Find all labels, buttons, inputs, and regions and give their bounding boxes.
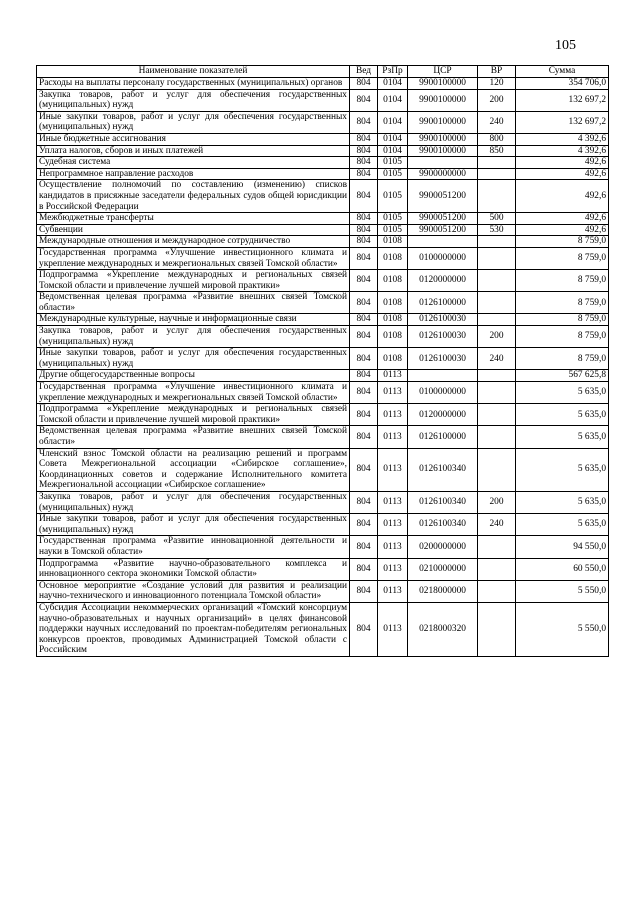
- table-row: [37, 426, 609, 448]
- row-sum-cell: 567 625,8: [516, 370, 609, 382]
- table-row: [37, 491, 609, 513]
- row-csr-cell: 0126100000: [408, 292, 478, 314]
- row-csr-cell: 0126100000: [408, 426, 478, 448]
- row-name-cell: Подпрограмма «Укрепление международных и региональных связей Томской области и привлечение лучшей мировой практики»: [37, 404, 350, 426]
- row-name-cell: Ведомственная целевая программа «Развитие внешних связей Томской области»: [37, 426, 350, 448]
- table-row: [37, 157, 609, 169]
- header-csr: ЦСР: [408, 66, 478, 78]
- table-row: [37, 89, 609, 111]
- row-sum-cell: 5 550,0: [516, 580, 609, 602]
- row-vr-cell: [478, 168, 516, 180]
- row-ved-cell: 804: [350, 580, 378, 602]
- header-vr: ВР: [478, 66, 516, 78]
- row-vr-cell: 240: [478, 348, 516, 370]
- row-name-cell: Иные закупки товаров, работ и услуг для обеспечения государственных (муниципальных) нужд: [37, 111, 350, 133]
- row-csr-cell: 9900100000: [408, 111, 478, 133]
- row-vr-cell: [478, 314, 516, 326]
- table-row: [37, 236, 609, 248]
- row-vr-cell: [478, 157, 516, 169]
- budget-table: [36, 65, 609, 657]
- row-vr-cell: [478, 426, 516, 448]
- table-row: [37, 111, 609, 133]
- row-vr-cell: 200: [478, 491, 516, 513]
- row-name-cell: Непрограммное направление расходов: [37, 168, 350, 180]
- row-rzpr-cell: 0113: [378, 602, 408, 656]
- row-vr-cell: [478, 448, 516, 491]
- table-row: [37, 145, 609, 157]
- table-row: [37, 602, 609, 656]
- row-name-cell: Международные культурные, научные и информационные связи: [37, 314, 350, 326]
- row-name-cell: Государственная программа «Развитие инновационной деятельности и науки в Томской области»: [37, 536, 350, 558]
- row-name-cell: Подпрограмма «Развитие научно-образовательного комплекса и инновационного сектора экономики Томской области»: [37, 558, 350, 580]
- row-rzpr-cell: 0113: [378, 558, 408, 580]
- header-name: Наименование показателей: [37, 66, 350, 78]
- header-ved: Вед: [350, 66, 378, 78]
- row-rzpr-cell: 0108: [378, 247, 408, 269]
- row-name-cell: Другие общегосударственные вопросы: [37, 370, 350, 382]
- row-ved-cell: 804: [350, 314, 378, 326]
- row-rzpr-cell: 0113: [378, 448, 408, 491]
- row-sum-cell: 5 635,0: [516, 491, 609, 513]
- row-vr-cell: [478, 247, 516, 269]
- row-vr-cell: 800: [478, 133, 516, 145]
- row-ved-cell: 804: [350, 133, 378, 145]
- row-name-cell: Членский взнос Томской области на реализацию решений и программ Совета Межрегиональной ассоциации «Сибирское соглашение», Координационных советов и содержание Исполнительного комитета Межрегиональной ассоциации «Сибирское соглашение»: [37, 448, 350, 491]
- row-rzpr-cell: 0113: [378, 404, 408, 426]
- table-row: [37, 326, 609, 348]
- header-rzpr: РзПр: [378, 66, 408, 78]
- row-ved-cell: 804: [350, 270, 378, 292]
- row-ved-cell: 804: [350, 78, 378, 90]
- row-vr-cell: 850: [478, 145, 516, 157]
- row-ved-cell: 804: [350, 602, 378, 656]
- row-sum-cell: 492,6: [516, 157, 609, 169]
- row-csr-cell: 0126100340: [408, 448, 478, 491]
- row-vr-cell: [478, 558, 516, 580]
- row-name-cell: Уплата налогов, сборов и иных платежей: [37, 145, 350, 157]
- row-csr-cell: 0218000000: [408, 580, 478, 602]
- row-rzpr-cell: 0104: [378, 78, 408, 90]
- table-row: [37, 180, 609, 213]
- table-row: [37, 78, 609, 90]
- row-ved-cell: 804: [350, 448, 378, 491]
- row-sum-cell: 8 759,0: [516, 236, 609, 248]
- row-vr-cell: 120: [478, 78, 516, 90]
- row-rzpr-cell: 0105: [378, 224, 408, 236]
- row-csr-cell: 0218000320: [408, 602, 478, 656]
- table-row: [37, 133, 609, 145]
- row-sum-cell: 4 392,6: [516, 145, 609, 157]
- row-sum-cell: 8 759,0: [516, 270, 609, 292]
- row-rzpr-cell: 0113: [378, 426, 408, 448]
- row-csr-cell: [408, 157, 478, 169]
- row-ved-cell: 804: [350, 491, 378, 513]
- row-rzpr-cell: 0113: [378, 491, 408, 513]
- row-sum-cell: 8 759,0: [516, 314, 609, 326]
- row-vr-cell: 530: [478, 224, 516, 236]
- table-row: [37, 213, 609, 225]
- row-vr-cell: [478, 270, 516, 292]
- row-vr-cell: [478, 602, 516, 656]
- row-sum-cell: 8 759,0: [516, 326, 609, 348]
- page-number: 105: [555, 38, 576, 53]
- row-rzpr-cell: 0105: [378, 168, 408, 180]
- table-row: [37, 370, 609, 382]
- row-sum-cell: 5 550,0: [516, 602, 609, 656]
- row-csr-cell: 9900100000: [408, 89, 478, 111]
- table-row: [37, 382, 609, 404]
- row-ved-cell: 804: [350, 236, 378, 248]
- row-name-cell: Ведомственная целевая программа «Развитие внешних связей Томской области»: [37, 292, 350, 314]
- row-ved-cell: 804: [350, 326, 378, 348]
- row-csr-cell: 0126100340: [408, 514, 478, 536]
- row-rzpr-cell: 0113: [378, 382, 408, 404]
- row-csr-cell: 9900100000: [408, 78, 478, 90]
- row-vr-cell: [478, 580, 516, 602]
- row-name-cell: Иные закупки товаров, работ и услуг для обеспечения государственных (муниципальных) нужд: [37, 348, 350, 370]
- row-rzpr-cell: 0105: [378, 213, 408, 225]
- row-sum-cell: 4 392,6: [516, 133, 609, 145]
- row-csr-cell: 0120000000: [408, 270, 478, 292]
- row-csr-cell: 9900100000: [408, 145, 478, 157]
- row-rzpr-cell: 0108: [378, 270, 408, 292]
- row-sum-cell: 8 759,0: [516, 247, 609, 269]
- row-rzpr-cell: 0108: [378, 314, 408, 326]
- row-rzpr-cell: 0113: [378, 580, 408, 602]
- table-row: [37, 168, 609, 180]
- row-sum-cell: 492,6: [516, 213, 609, 225]
- row-name-cell: Субвенции: [37, 224, 350, 236]
- row-sum-cell: 5 635,0: [516, 448, 609, 491]
- row-vr-cell: [478, 536, 516, 558]
- row-ved-cell: 804: [350, 514, 378, 536]
- row-name-cell: Осуществление полномочий по составлению (изменению) списков кандидатов в присяжные заседатели федеральных судов общей юрисдикции в Российской Федерации: [37, 180, 350, 213]
- table-row: [37, 314, 609, 326]
- row-rzpr-cell: 0105: [378, 180, 408, 213]
- row-csr-cell: 0126100030: [408, 348, 478, 370]
- row-ved-cell: 804: [350, 382, 378, 404]
- row-sum-cell: 354 706,0: [516, 78, 609, 90]
- row-rzpr-cell: 0104: [378, 133, 408, 145]
- table-row: [37, 292, 609, 314]
- row-vr-cell: [478, 370, 516, 382]
- row-csr-cell: 0100000000: [408, 382, 478, 404]
- row-ved-cell: 804: [350, 168, 378, 180]
- row-rzpr-cell: 0108: [378, 292, 408, 314]
- row-name-cell: Расходы на выплаты персоналу государственных (муниципальных) органов: [37, 78, 350, 90]
- row-rzpr-cell: 0108: [378, 236, 408, 248]
- row-name-cell: Основное мероприятие «Создание условий для развития и реализации научно-технического и инновационного потенциала Томской области»: [37, 580, 350, 602]
- row-sum-cell: 492,6: [516, 180, 609, 213]
- row-ved-cell: 804: [350, 180, 378, 213]
- table-row: [37, 404, 609, 426]
- row-sum-cell: 8 759,0: [516, 292, 609, 314]
- row-csr-cell: 0126100340: [408, 491, 478, 513]
- row-rzpr-cell: 0108: [378, 348, 408, 370]
- row-csr-cell: 0126100030: [408, 326, 478, 348]
- row-vr-cell: 200: [478, 89, 516, 111]
- row-sum-cell: 60 550,0: [516, 558, 609, 580]
- row-ved-cell: 804: [350, 247, 378, 269]
- row-ved-cell: 804: [350, 370, 378, 382]
- row-vr-cell: [478, 236, 516, 248]
- table-row: [37, 448, 609, 491]
- row-ved-cell: 804: [350, 348, 378, 370]
- row-rzpr-cell: 0113: [378, 514, 408, 536]
- row-csr-cell: 0120000000: [408, 404, 478, 426]
- row-vr-cell: 200: [478, 326, 516, 348]
- table-row: [37, 536, 609, 558]
- header-sum: Сумма: [516, 66, 609, 78]
- row-vr-cell: [478, 404, 516, 426]
- row-name-cell: Закупка товаров, работ и услуг для обеспечения государственных (муниципальных) нужд: [37, 89, 350, 111]
- row-name-cell: Международные отношения и международное сотрудничество: [37, 236, 350, 248]
- row-csr-cell: 9900000000: [408, 168, 478, 180]
- row-sum-cell: 5 635,0: [516, 382, 609, 404]
- row-name-cell: Государственная программа «Улучшение инвестиционного климата и укрепление международных и межрегиональных связей Томской области»: [37, 382, 350, 404]
- table-row: [37, 514, 609, 536]
- row-sum-cell: 5 635,0: [516, 404, 609, 426]
- row-sum-cell: 132 697,2: [516, 111, 609, 133]
- row-vr-cell: 240: [478, 111, 516, 133]
- table-header-row: [37, 66, 609, 78]
- row-rzpr-cell: 0104: [378, 111, 408, 133]
- row-csr-cell: 0100000000: [408, 247, 478, 269]
- table-row: [37, 558, 609, 580]
- row-csr-cell: 9900051200: [408, 213, 478, 225]
- row-ved-cell: 804: [350, 536, 378, 558]
- row-sum-cell: 132 697,2: [516, 89, 609, 111]
- row-ved-cell: 804: [350, 157, 378, 169]
- row-rzpr-cell: 0108: [378, 326, 408, 348]
- row-name-cell: Иные бюджетные ассигнования: [37, 133, 350, 145]
- row-csr-cell: [408, 236, 478, 248]
- table-row: [37, 270, 609, 292]
- row-csr-cell: 9900051200: [408, 180, 478, 213]
- row-rzpr-cell: 0104: [378, 89, 408, 111]
- row-csr-cell: 0210000000: [408, 558, 478, 580]
- row-csr-cell: 0126100030: [408, 314, 478, 326]
- row-name-cell: Субсидия Ассоциации некоммерческих организаций «Томский консорциум научно-образовательных и научных организаций» в целях финансовой поддержки научных исследований по проектам-победителям региональных конкурсов проектов, проводимых Администрацией Томской области с Российским: [37, 602, 350, 656]
- row-name-cell: Иные закупки товаров, работ и услуг для обеспечения государственных (муниципальных) нужд: [37, 514, 350, 536]
- row-vr-cell: 240: [478, 514, 516, 536]
- row-ved-cell: 804: [350, 89, 378, 111]
- table-row: [37, 348, 609, 370]
- row-name-cell: Государственная программа «Улучшение инвестиционного климата и укрепление международных и межрегиональных связей Томской области»: [37, 247, 350, 269]
- row-name-cell: Закупка товаров, работ и услуг для обеспечения государственных (муниципальных) нужд: [37, 491, 350, 513]
- row-sum-cell: 5 635,0: [516, 426, 609, 448]
- row-name-cell: Межбюджетные трансферты: [37, 213, 350, 225]
- row-ved-cell: 804: [350, 111, 378, 133]
- row-ved-cell: 804: [350, 213, 378, 225]
- row-sum-cell: 94 550,0: [516, 536, 609, 558]
- row-csr-cell: 9900100000: [408, 133, 478, 145]
- row-rzpr-cell: 0104: [378, 145, 408, 157]
- row-rzpr-cell: 0113: [378, 536, 408, 558]
- row-csr-cell: 9900051200: [408, 224, 478, 236]
- row-ved-cell: 804: [350, 145, 378, 157]
- row-csr-cell: [408, 370, 478, 382]
- table-row: [37, 247, 609, 269]
- row-rzpr-cell: 0105: [378, 157, 408, 169]
- row-ved-cell: 804: [350, 404, 378, 426]
- row-name-cell: Подпрограмма «Укрепление международных и региональных связей Томской области и привлечение лучшей мировой практики»: [37, 270, 350, 292]
- row-vr-cell: [478, 180, 516, 213]
- row-sum-cell: 492,6: [516, 224, 609, 236]
- row-ved-cell: 804: [350, 292, 378, 314]
- table-row: [37, 224, 609, 236]
- row-name-cell: Закупка товаров, работ и услуг для обеспечения государственных (муниципальных) нужд: [37, 326, 350, 348]
- row-vr-cell: 500: [478, 213, 516, 225]
- row-vr-cell: [478, 292, 516, 314]
- row-rzpr-cell: 0113: [378, 370, 408, 382]
- row-sum-cell: 492,6: [516, 168, 609, 180]
- row-name-cell: Судебная система: [37, 157, 350, 169]
- row-csr-cell: 0200000000: [408, 536, 478, 558]
- row-sum-cell: 5 635,0: [516, 514, 609, 536]
- row-sum-cell: 8 759,0: [516, 348, 609, 370]
- row-ved-cell: 804: [350, 224, 378, 236]
- table-row: [37, 580, 609, 602]
- row-ved-cell: 804: [350, 426, 378, 448]
- row-ved-cell: 804: [350, 558, 378, 580]
- row-vr-cell: [478, 382, 516, 404]
